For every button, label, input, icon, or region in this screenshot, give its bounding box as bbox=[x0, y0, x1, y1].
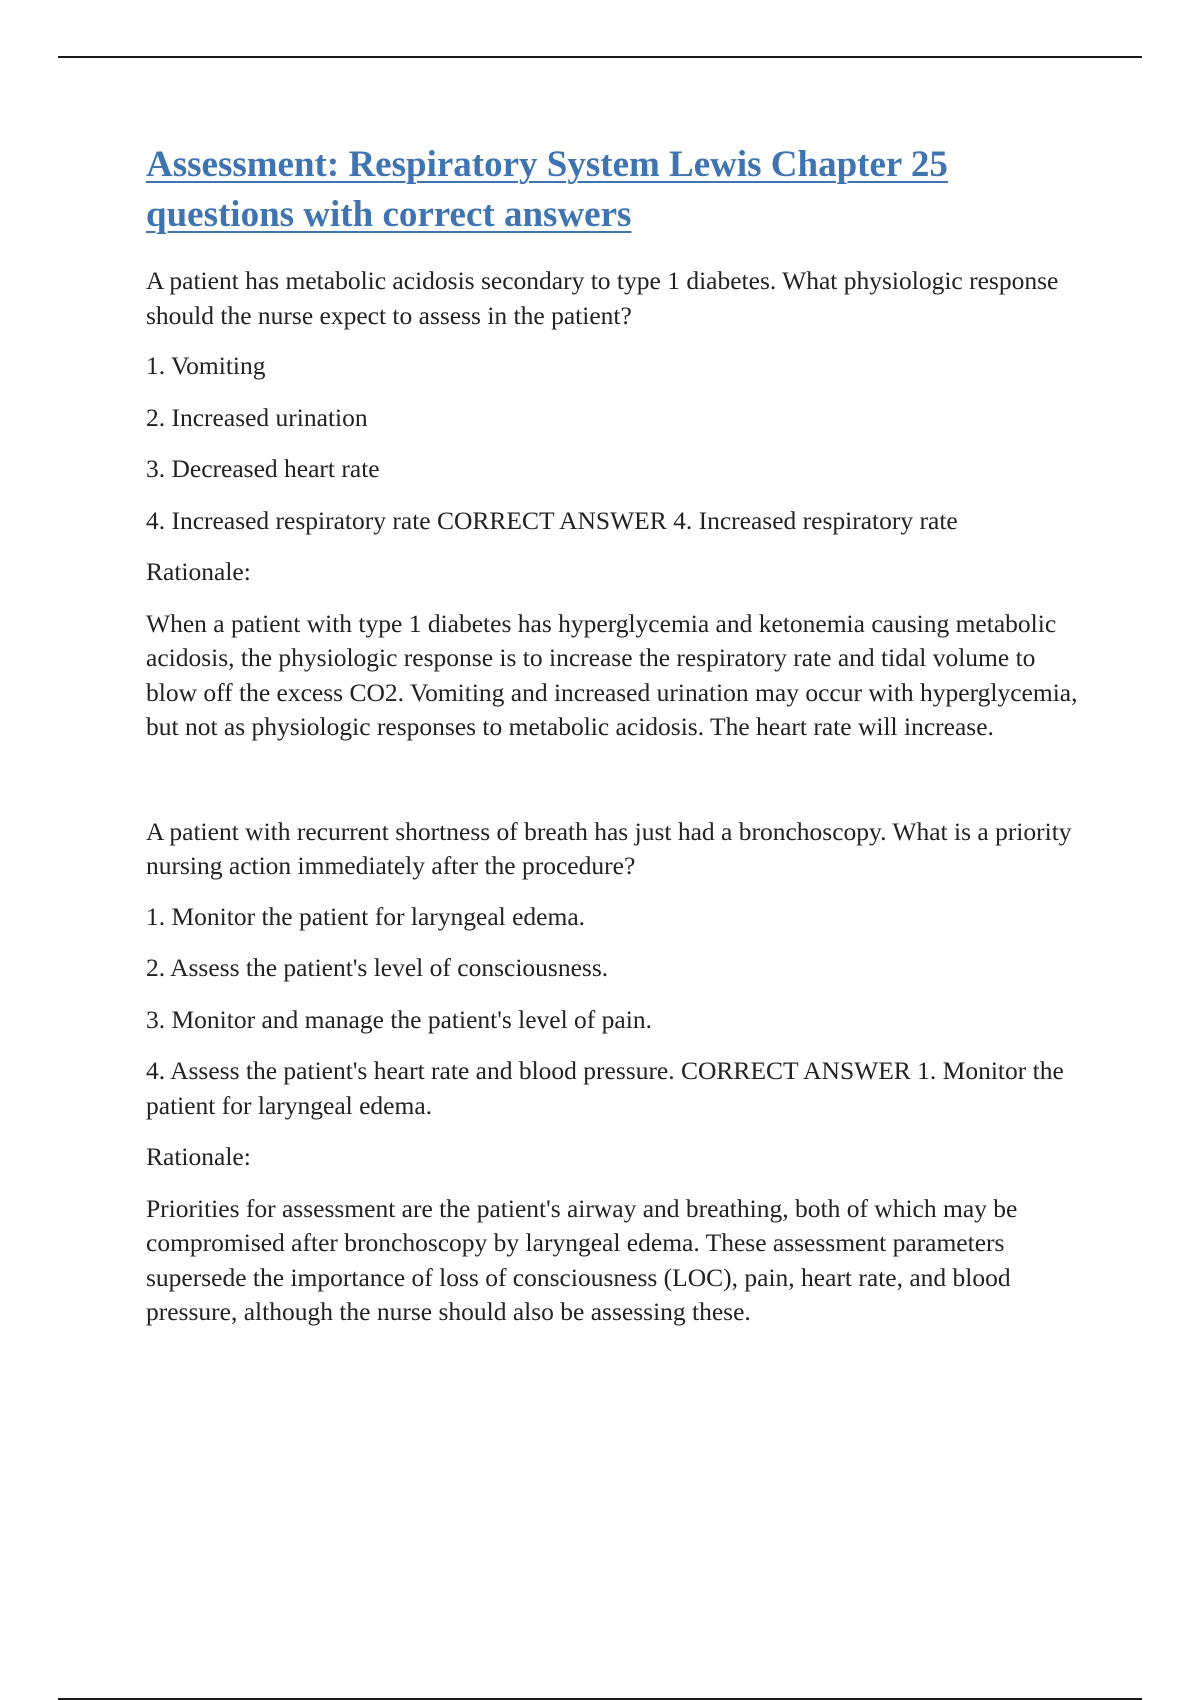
question-block bbox=[146, 815, 1091, 1330]
rationale-label: Rationale: bbox=[146, 557, 251, 586]
answer-option: 1. Vomiting bbox=[146, 351, 266, 380]
page-top-rule bbox=[58, 56, 1142, 58]
answer-option: 4. Assess the patient's heart rate and blood pressure. CORRECT ANSWER 1. Monitor the patient for laryngeal edema. bbox=[146, 1056, 1064, 1120]
answer-option: 2. Increased urination bbox=[146, 402, 368, 432]
question-stem: A patient has metabolic acidosis secondary to type 1 diabetes. What physiologic response should the nurse expect to assess in the patient? bbox=[146, 266, 1059, 330]
answer-option: 3. Decreased heart rate bbox=[146, 454, 380, 483]
answer-option: 2. Assess the patient's level of consciousness. bbox=[146, 953, 609, 982]
document-title: Assessment: Respiratory System Lewis Chapter 25 questions with correct answers bbox=[146, 144, 948, 235]
answer-option: 4. Increased respiratory rate CORRECT ANSWER 4. Increased respiratory rate bbox=[146, 505, 958, 535]
answer-option: 3. Monitor and manage the patient's level of pain. bbox=[146, 1004, 652, 1034]
document-body bbox=[146, 140, 1091, 1330]
question-block bbox=[146, 264, 1091, 745]
answer-option: 1. Monitor the patient for laryngeal edema. bbox=[146, 901, 586, 931]
question-stem: A patient with recurrent shortness of breath has just had a bronchoscopy. What is a priority nursing action immediately after the procedure? bbox=[146, 816, 1072, 880]
rationale-text: When a patient with type 1 diabetes has hyperglycemia and ketonemia causing metabolic acidosis, the physiologic response is to increase the respiratory rate and tidal volume to blow off the excess CO2. Vomiting and increased urination may occur with hyperglycemia, but not as physiologic responses to metabolic acidosis. The heart rate will increase. bbox=[146, 608, 1078, 741]
rationale-label: Rationale: bbox=[146, 1142, 251, 1171]
rationale-text: Priorities for assessment are the patient's airway and breathing, both of which may be compromised after bronchoscopy by laryngeal edema. These assessment parameters supersede the importance of loss of consciousness (LOC), pain, heart rate, and blood pressure, although the nurse should also be assessing these. bbox=[146, 1193, 1018, 1326]
